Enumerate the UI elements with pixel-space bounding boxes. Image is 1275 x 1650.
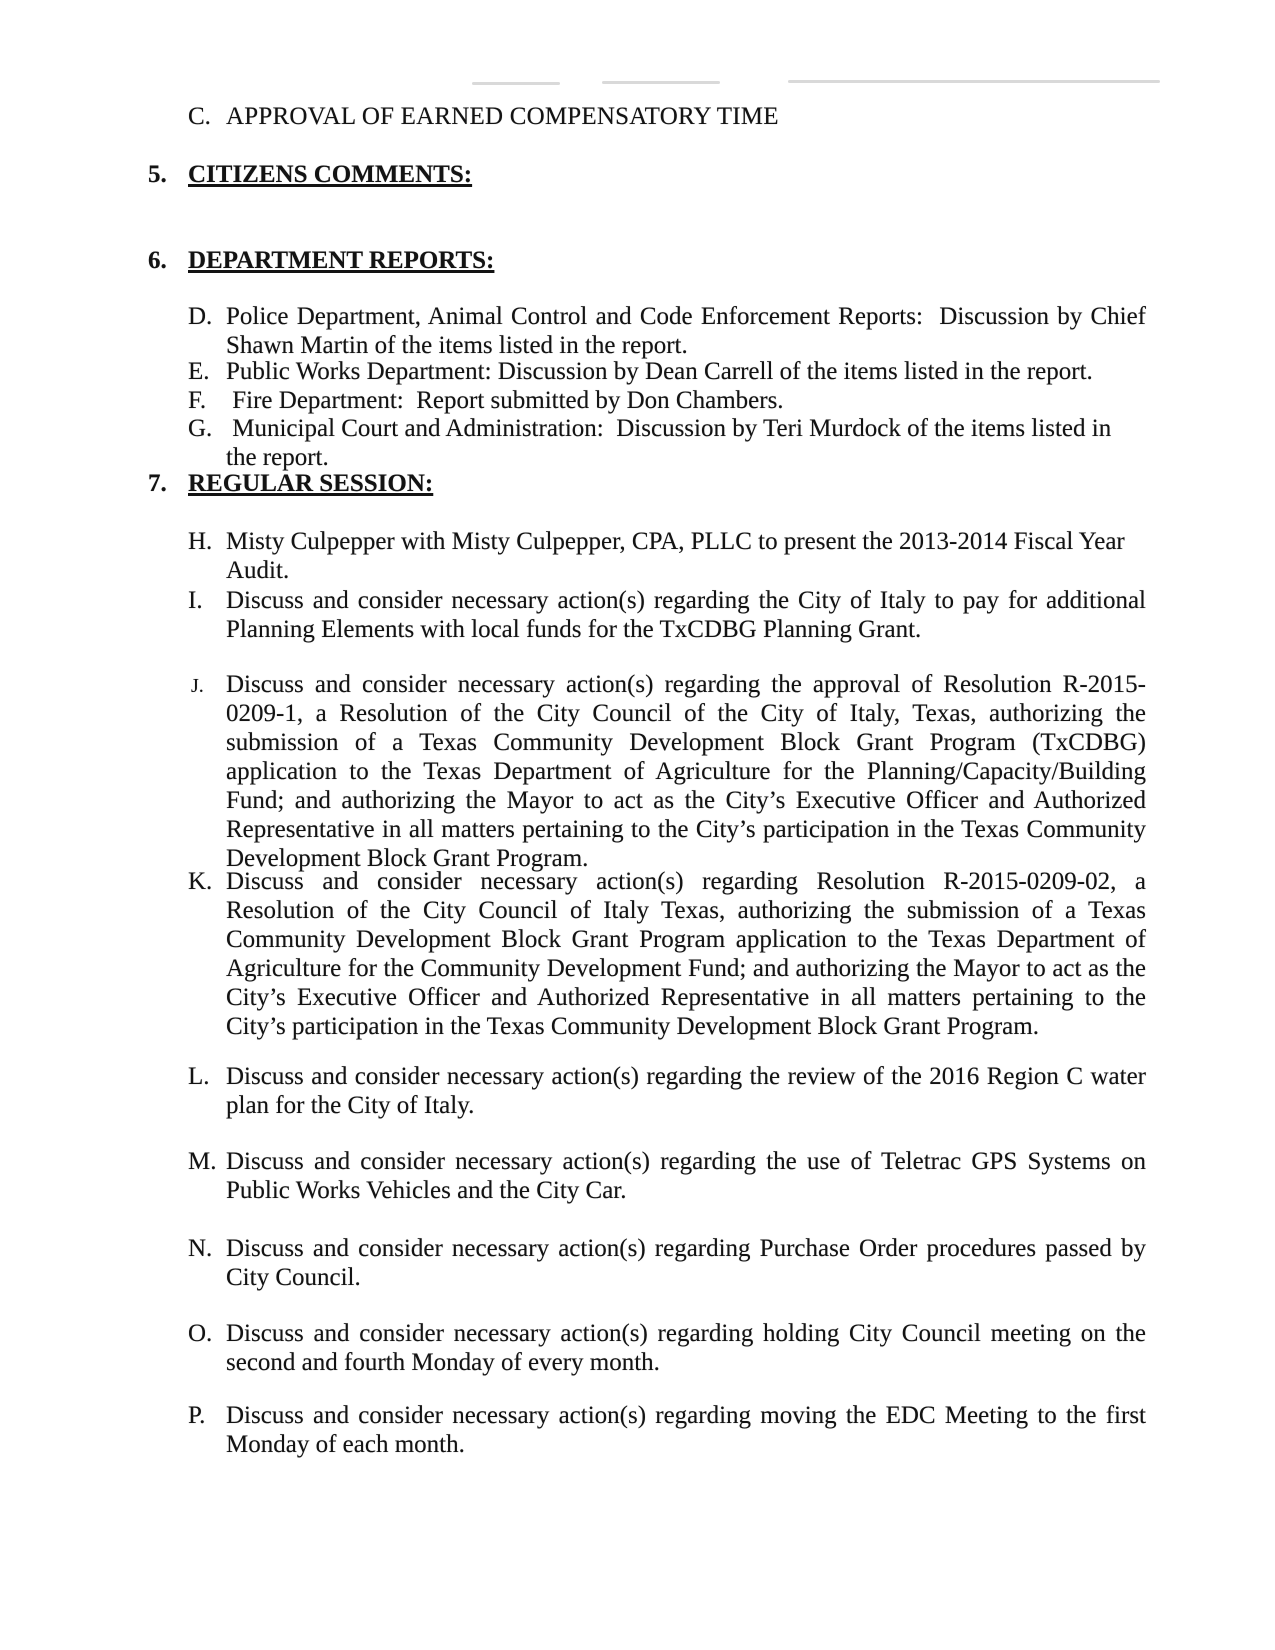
item-text: Discuss and consider necessary action(s) regarding Purchase Order procedures passed by City Council. (226, 1235, 1153, 1291)
item-text: Municipal Court and Administration: Discussion by Teri Murdock of the items listed in the report. (226, 415, 1118, 471)
item-text: Discuss and consider necessary action(s) regarding Resolution R-2015-0209-02, a Resolution of the City Council of Italy Texas, authorizing the submission of a Texas Community Development Block Grant Program application to the Texas Department of Agriculture for the Community Development Fund; and authorizing the Mayor to act as the City’s Executive Officer and Authorized Representative in all matters pertaining to the City’s participation in the Texas Community Development Block Grant Program. (226, 868, 1153, 1040)
item-letter: J. (191, 675, 204, 697)
item-letter: O. (188, 1320, 213, 1347)
section-title: REGULAR SESSION: (188, 470, 434, 497)
item-text: APPROVAL OF EARNED COMPENSATORY TIME (226, 103, 779, 130)
item-letter: F. (188, 387, 207, 414)
item-letter: H. (188, 528, 213, 555)
item-text: Discuss and consider necessary action(s) regarding the review of the 2016 Region C water plan for the City of Italy. (226, 1063, 1153, 1119)
item-text: Fire Department: Report submitted by Don Chambers. (226, 387, 784, 414)
item-text: Discuss and consider necessary action(s) regarding the approval of Resolution R-2015-0209-1, a Resolution of the City Council of the City of Italy, Texas, authorizing the submission of a Texas Community Development Block Grant Program (TxCDBG) application to the Texas Department of Agriculture for the Planning/Capacity/Building Fund; and authorizing the Mayor to act as the City’s Executive Officer and Authorized Representative in all matters pertaining to the City’s participation in the Texas Community Development Block Grant Program. (226, 671, 1153, 872)
item-text: Police Department, Animal Control and Code Enforcement Reports: Discussion by Chief Shawn Martin of the items listed in the report. (226, 303, 1153, 359)
item-letter: G. (188, 415, 213, 442)
section-number: 5. (148, 161, 167, 188)
item-text: Misty Culpepper with Misty Culpepper, CPA, PLLC to present the 2013-2014 Fiscal Year Audit. (226, 528, 1130, 584)
item-text: Discuss and consider necessary action(s) regarding the City of Italy to pay for additional Planning Elements with local funds for the TxCDBG Planning Grant. (226, 587, 1153, 643)
item-letter: C. (188, 103, 211, 130)
scan-artifact (602, 81, 720, 84)
item-letter: P. (188, 1402, 206, 1429)
section-title: DEPARTMENT REPORTS: (188, 247, 495, 274)
section-number: 7. (148, 470, 167, 497)
item-letter: M. (188, 1148, 217, 1175)
item-letter: I. (188, 587, 203, 614)
section-title: CITIZENS COMMENTS: (188, 161, 473, 188)
scan-artifact (472, 82, 560, 85)
item-letter: L. (188, 1063, 210, 1090)
item-letter: E. (188, 358, 210, 385)
item-text: Discuss and consider necessary action(s) regarding moving the EDC Meeting to the first Monday of each month. (226, 1402, 1153, 1458)
item-letter: K. (188, 868, 213, 895)
scan-artifact (788, 80, 1160, 83)
item-text: Public Works Department: Discussion by Dean Carrell of the items listed in the report. (226, 358, 1093, 385)
item-letter: N. (188, 1235, 213, 1262)
section-number: 6. (148, 247, 167, 274)
item-letter: D. (188, 303, 213, 330)
item-text: Discuss and consider necessary action(s) regarding holding City Council meeting on the second and fourth Monday of every month. (226, 1320, 1153, 1376)
item-text: Discuss and consider necessary action(s) regarding the use of Teletrac GPS Systems on Public Works Vehicles and the City Car. (226, 1148, 1153, 1204)
